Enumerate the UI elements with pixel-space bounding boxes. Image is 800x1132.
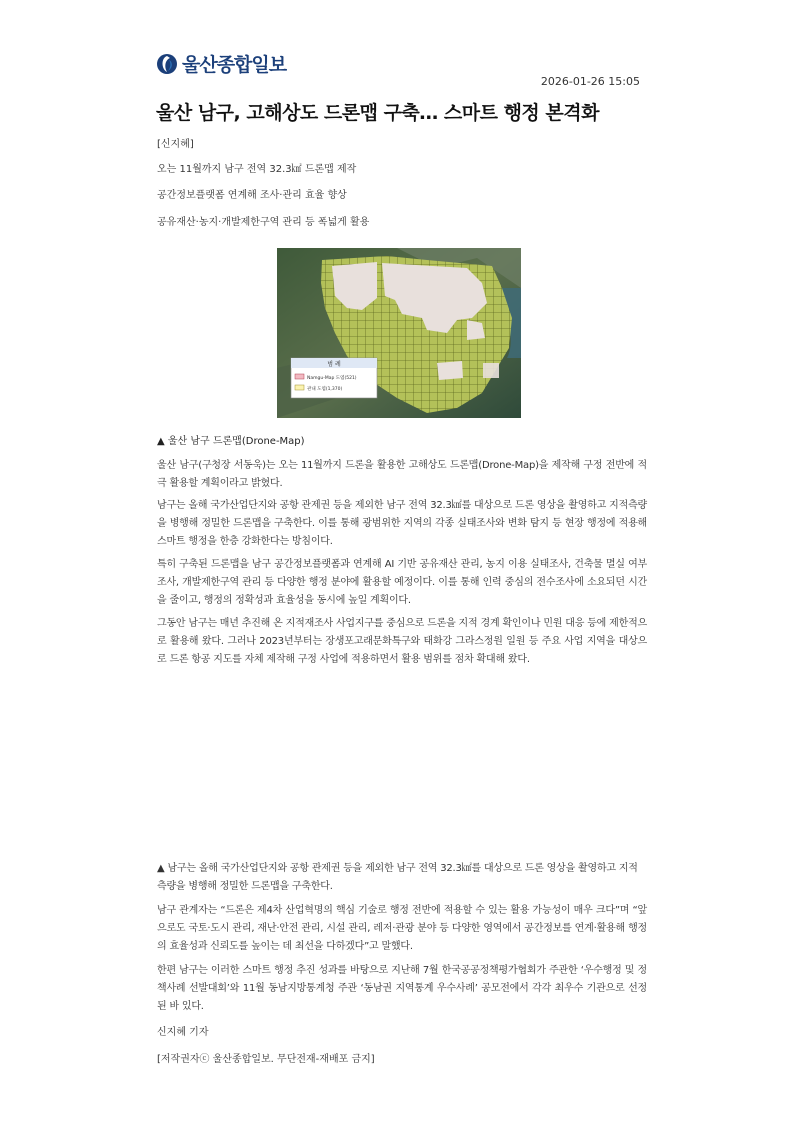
legend-title: 범 례 xyxy=(327,361,341,368)
legend-item-2: 관내 도엽(1,370) xyxy=(307,387,343,392)
paragraph-2: 남구는 올해 국가산업단지와 공항 관제권 등을 제외한 남구 전역 32.3㎢를 대상으로 드론 영상을 촬영하고 지적측량을 병행해 정밀한 드론맵을 구축한다. 이를 통해 광범위한 지역의 각종 실태조사와 변화 탐지 등 현장 행정에 적용해 스마트 행정을 한층 강화한다는 방침이다. xyxy=(157,500,647,547)
paragraph-4: 그동안 남구는 매년 추진해 온 지적재조사 사업지구를 중심으로 드론을 지적 경계 확인이나 민원 대응 등에 제한적으로 활용해 왔다. 그러나 2023년부터는 장생포고래문화특구와 태화강 그라스정원 일원 등 주요 사업 지역을 대상으로 드론 항공 지도를 자체 제작해 구정 사업에 적용하면서 활용 범위를 점차 확대해 왔다. xyxy=(157,618,647,665)
newspaper-logo[interactable] xyxy=(156,50,286,77)
subhead-1: 오는 11월까지 남구 전역 32.3㎢ 드론맵 제작 xyxy=(157,164,357,175)
paragraph-3: 특히 구축된 드론맵을 남구 공간정보플랫폼과 연계해 AI 기반 공유재산 관리, 농지 이용 실태조사, 건축물 멸실 여부 조사, 개발제한구역 관리 등 다양한 행정 분야에 활용할 예정이다. 이를 통해 인력 중심의 전수조사에 소요되던 시간을 줄이고, 행정의 정확성과 효율성을 동시에 높일 계획이다. xyxy=(157,559,647,606)
logo-swirl-icon xyxy=(156,53,178,75)
article-title: 울산 남구, 고해상도 드론맵 구축… 스마트 행정 본격화 xyxy=(156,102,599,124)
logo-text: 울산종합일보 xyxy=(182,54,287,76)
legend-item-1: Namgu-Map 도엽(521) xyxy=(307,376,357,381)
image-caption-2: ▲ 남구는 올해 국가산업단지와 공항 관제권 등을 제외한 남구 전역 32.3㎢를 대상으로 드론 영상을 촬영하고 지적측량을 병행해 정밀한 드론맵을 구축한다. xyxy=(157,863,638,892)
paragraph-1: 울산 남구(구청장 서동욱)는 오는 11월까지 드론을 활용한 고해상도 드론맵(Drone-Map)을 제작해 구정 전반에 적극 활용할 계획이라고 밝혔다. xyxy=(157,460,647,489)
reporter-name: 신지혜 기자 xyxy=(157,1027,209,1038)
subhead-2: 공간정보플랫폼 연계해 조사·관리 효율 향상 xyxy=(157,190,347,201)
paragraph-6: 한편 남구는 이러한 스마트 행정 추진 성과를 바탕으로 지난해 7월 한국공공정책평가협회가 주관한 ‘우수행정 및 정책사례 선발대회’와 11월 동남지방통계청 주관 ‘동남권 지역통계 우수사례’ 공모전에서 각각 최우수 기관으로 선정된 바 있다. xyxy=(157,965,647,1012)
drone-map-image xyxy=(277,248,521,418)
subhead-3: 공유재산·농지·개발제한구역 관리 등 폭넓게 활용 xyxy=(157,217,370,228)
byline: [신지혜] xyxy=(157,139,194,150)
copyright-notice: [저작권자ⓒ 울산종합일보. 무단전재-재배포 금지] xyxy=(157,1054,375,1065)
publish-date: 2026-01-26 15:05 xyxy=(540,75,640,88)
paragraph-5: 남구 관계자는 “드론은 제4차 산업혁명의 핵심 기술로 행정 전반에 적용할 수 있는 활용 가능성이 매우 크다”며 “앞으로도 국토·도시 관리, 재난·안전 관리, 시설 관리, 레저·관광 분야 등 다양한 영역에서 공간정보를 연계·활용해 행정의 효율성과 신뢰도를 높이는 데 최선을 다하겠다”고 말했다. xyxy=(157,905,647,952)
image-caption: ▲ 울산 남구 드론맵(Drone-Map) xyxy=(157,436,305,447)
map-legend xyxy=(291,358,377,398)
